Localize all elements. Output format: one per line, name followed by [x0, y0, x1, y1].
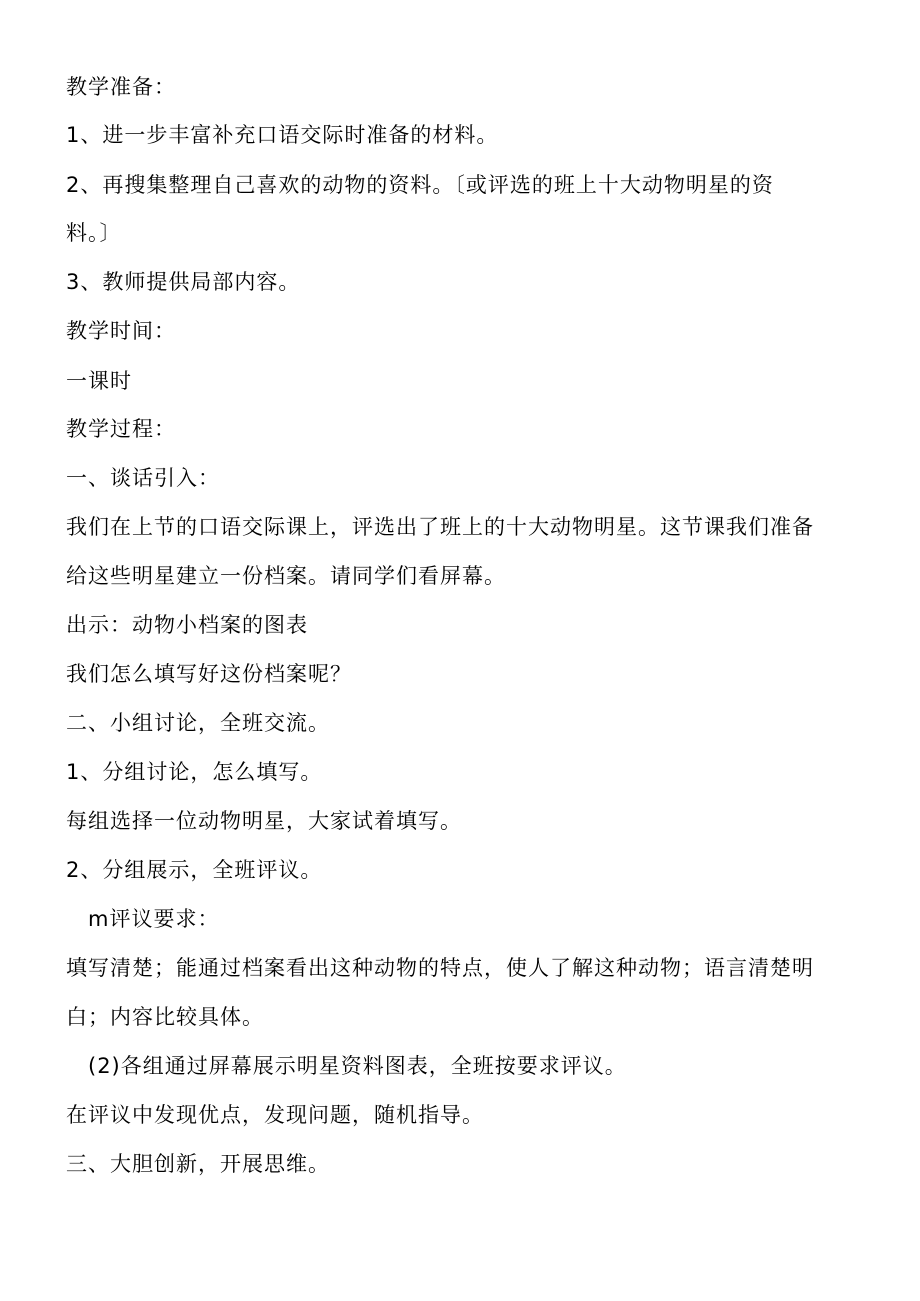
paragraph-line: 给这些明星建立一份档案。请同学们看屏幕。: [66, 564, 506, 588]
preparation-item-2: 2、再搜集整理自己喜欢的动物的资料。〔或评选的班上十大动物明星的资: [66, 173, 774, 197]
heading-teaching-preparation: 教学准备：: [66, 75, 176, 99]
paragraph-line: 我们在上节的口语交际课上，评选出了班上的十大动物明星。这节课我们准备: [66, 515, 814, 539]
step-item-2: 2、分组展示，全班评议。: [66, 858, 323, 882]
teaching-time-value: 一课时: [66, 369, 132, 393]
preparation-item-3: 3、教师提供局部内容。: [66, 270, 301, 294]
preparation-item-2-continued: 料。〕: [66, 221, 122, 245]
heading-teaching-time: 教学时间：: [66, 319, 176, 343]
paragraph-line: 在评议中发现优点，发现问题，随机指导。: [66, 1103, 484, 1127]
section-three-heading: 三、大胆创新，开展思维。: [66, 1152, 330, 1176]
paragraph-line: 出示：动物小档案的图表: [66, 613, 308, 637]
section-one-heading: 一、谈话引入：: [66, 466, 220, 490]
evaluation-requirements-label: m评议要求：: [88, 907, 220, 931]
heading-teaching-process: 教学过程：: [66, 417, 176, 441]
paragraph-line: 我们怎么填写好这份档案呢？: [66, 662, 352, 686]
paragraph-line: 白；内容比较具体。: [66, 1005, 264, 1029]
step-item-1: 1、分组讨论，怎么填写。: [66, 760, 323, 784]
section-two-heading: 二、小组讨论，全班交流。: [66, 711, 330, 735]
paragraph-line: 填写清楚；能通过档案看出这种动物的特点，使人了解这种动物；语言清楚明: [66, 956, 814, 980]
preparation-item-1: 1、进一步丰富补充口语交际时准备的材料。: [66, 123, 499, 147]
sub-item-2: (2)各组通过屏幕展示明星资料图表，全班按要求评议。: [88, 1054, 627, 1078]
paragraph-line: 每组选择一位动物明星，大家试着填写。: [66, 809, 462, 833]
